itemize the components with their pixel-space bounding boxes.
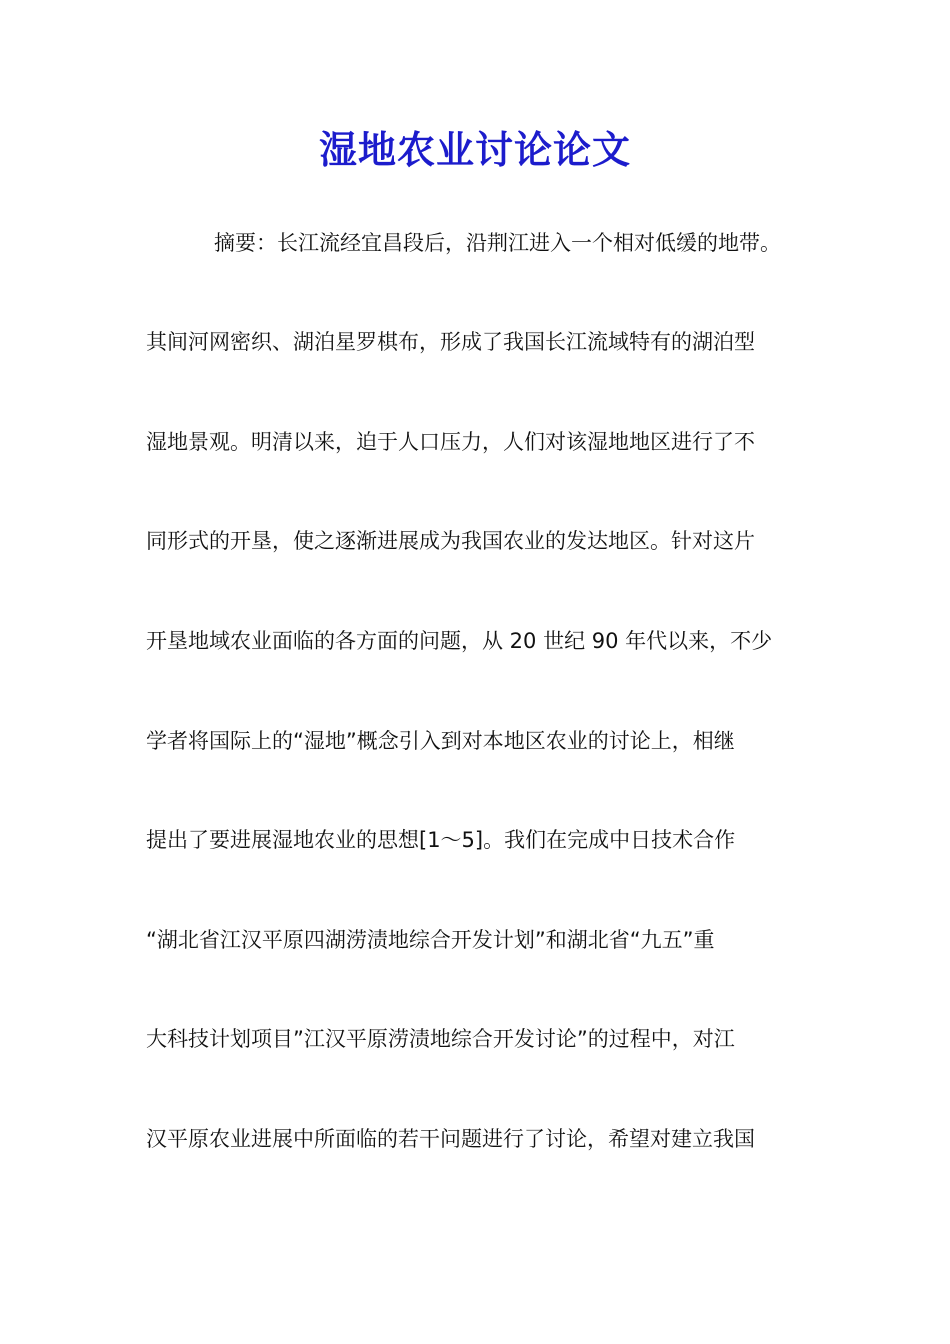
paragraph-line: 开垦地域农业面临的各方面的问题，从 20 世纪 90 年代以来，不少 <box>146 629 773 653</box>
paragraph-line: 其间河网密织、湖泊星罗棋布，形成了我国长江流域特有的湖泊型 <box>146 330 755 354</box>
paragraph-line: 湿地景观。明清以来，迫于人口压力，人们对该湿地地区进行了不 <box>146 430 755 454</box>
paragraph-line: 同形式的开垦，使之逐渐进展成为我国农业的发达地区。针对这片 <box>146 529 755 553</box>
paragraph-line: 汉平原农业进展中所面临的若干问题进行了讨论，希望对建立我国 <box>146 1127 755 1151</box>
paragraph-line: 大科技计划项目”江汉平原涝渍地综合开发讨论”的过程中，对江 <box>146 1027 735 1051</box>
paragraph-line: 摘要：长江流经宜昌段后，沿荆江进入一个相对低缓的地带。 <box>214 231 781 255</box>
paragraph-line: “湖北省江汉平原四湖涝渍地综合开发计划”和湖北省“九五”重 <box>146 928 715 952</box>
paragraph-line: 提出了要进展湿地农业的思想[1～5]。我们在完成中日技术合作 <box>146 828 736 852</box>
document-title: 湿地农业讨论论文 <box>318 127 631 172</box>
paragraph-line: 学者将国际上的“湿地”概念引入到对本地区农业的讨论上，相继 <box>146 729 735 753</box>
